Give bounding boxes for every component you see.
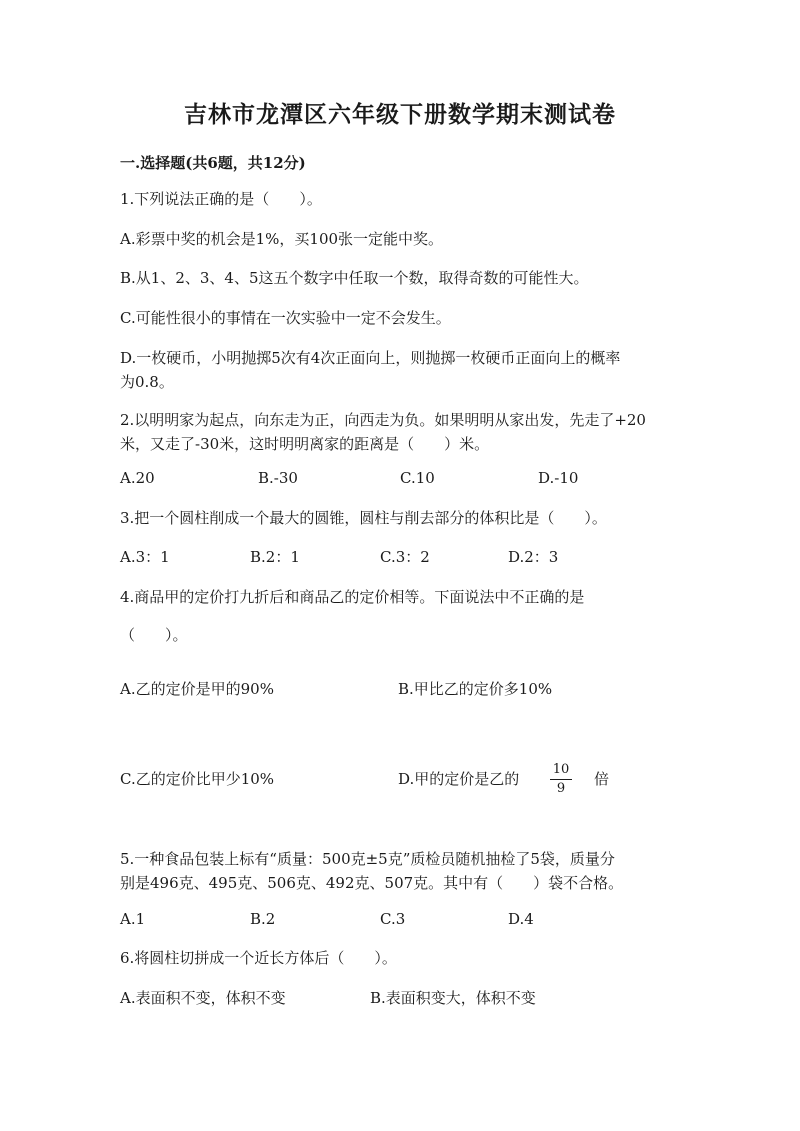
question-2-stem: 2.以明明家为起点，向东走为正，向西走为负。如果明明从家出发，先走了+20	[120, 411, 646, 429]
question-1-option-a: A.彩票中奖的机会是1%，买100张一定能中奖。	[120, 230, 444, 248]
question-5-stem: 5.一种食品包装上标有“质量：500克±5克”质检员随机抽检了5袋，质量分	[120, 850, 615, 868]
question-4-option-c: C.乙的定价比甲少10%	[120, 770, 275, 788]
fraction-denominator: 9	[556, 781, 566, 796]
question-1-option-d-cont: 为0.8。	[120, 373, 174, 391]
question-4-option-d: D.甲的定价是乙的	[398, 770, 520, 788]
question-3-option-c: C.3：2	[380, 548, 430, 566]
question-6-stem: 6.将圆柱切拼成一个近长方体后（ ）。	[120, 949, 397, 967]
question-1-option-d: D.一枚硬币，小明抛掷5次有4次正面向上，则抛掷一枚硬币正面向上的概率	[120, 349, 621, 367]
question-1-stem: 1.下列说法正确的是（ ）。	[120, 190, 322, 208]
question-5-option-a: A.1	[120, 910, 146, 928]
question-4-option-a: A.乙的定价是甲的90%	[120, 680, 274, 698]
question-1-option-b: B.从1、2、3、4、5这五个数字中任取一个数，取得奇数的可能性大。	[120, 269, 589, 287]
question-4-stem: 4.商品甲的定价打九折后和商品乙的定价相等。下面说法中不正确的是	[120, 588, 585, 606]
question-2-stem-cont: 米，又走了-30米，这时明明离家的距离是（ ）米。	[120, 435, 490, 453]
question-3-option-b: B.2：1	[250, 548, 300, 566]
fraction-bar	[550, 779, 572, 780]
question-6-option-b: B.表面积变大，体积不变	[370, 989, 536, 1007]
question-3-stem: 3.把一个圆柱削成一个最大的圆锥，圆柱与削去部分的体积比是（ ）。	[120, 509, 607, 527]
question-2-option-d: D.-10	[538, 469, 579, 487]
question-2-option-a: A.20	[120, 469, 155, 487]
question-1-option-c: C.可能性很小的事情在一次实验中一定不会发生。	[120, 309, 451, 327]
question-4-option-d-suffix: 倍	[594, 770, 610, 788]
question-5-stem-cont: 别是496克、495克、506克、492克、507克。其中有（ ）袋不合格。	[120, 874, 624, 892]
section-heading: 一.选择题(共6题，共12分)	[120, 154, 306, 172]
question-5-option-c: C.3	[380, 910, 406, 928]
question-4-stem-cont: （ ）。	[120, 626, 188, 644]
question-3-option-d: D.2：3	[508, 548, 559, 566]
question-5-option-d: D.4	[508, 910, 534, 928]
question-5-option-b: B.2	[250, 910, 276, 928]
fraction-10-over-9	[550, 762, 572, 797]
question-6-option-a: A.表面积不变，体积不变	[120, 989, 286, 1007]
question-4-option-b: B.甲比乙的定价多10%	[398, 680, 553, 698]
question-2-option-c: C.10	[400, 469, 435, 487]
question-2-option-b: B.-30	[258, 469, 298, 487]
question-3-option-a: A.3：1	[120, 548, 170, 566]
fraction-numerator: 10	[552, 762, 570, 777]
page-title: 吉林市龙潭区六年级下册数学期末测试卷	[184, 101, 616, 128]
